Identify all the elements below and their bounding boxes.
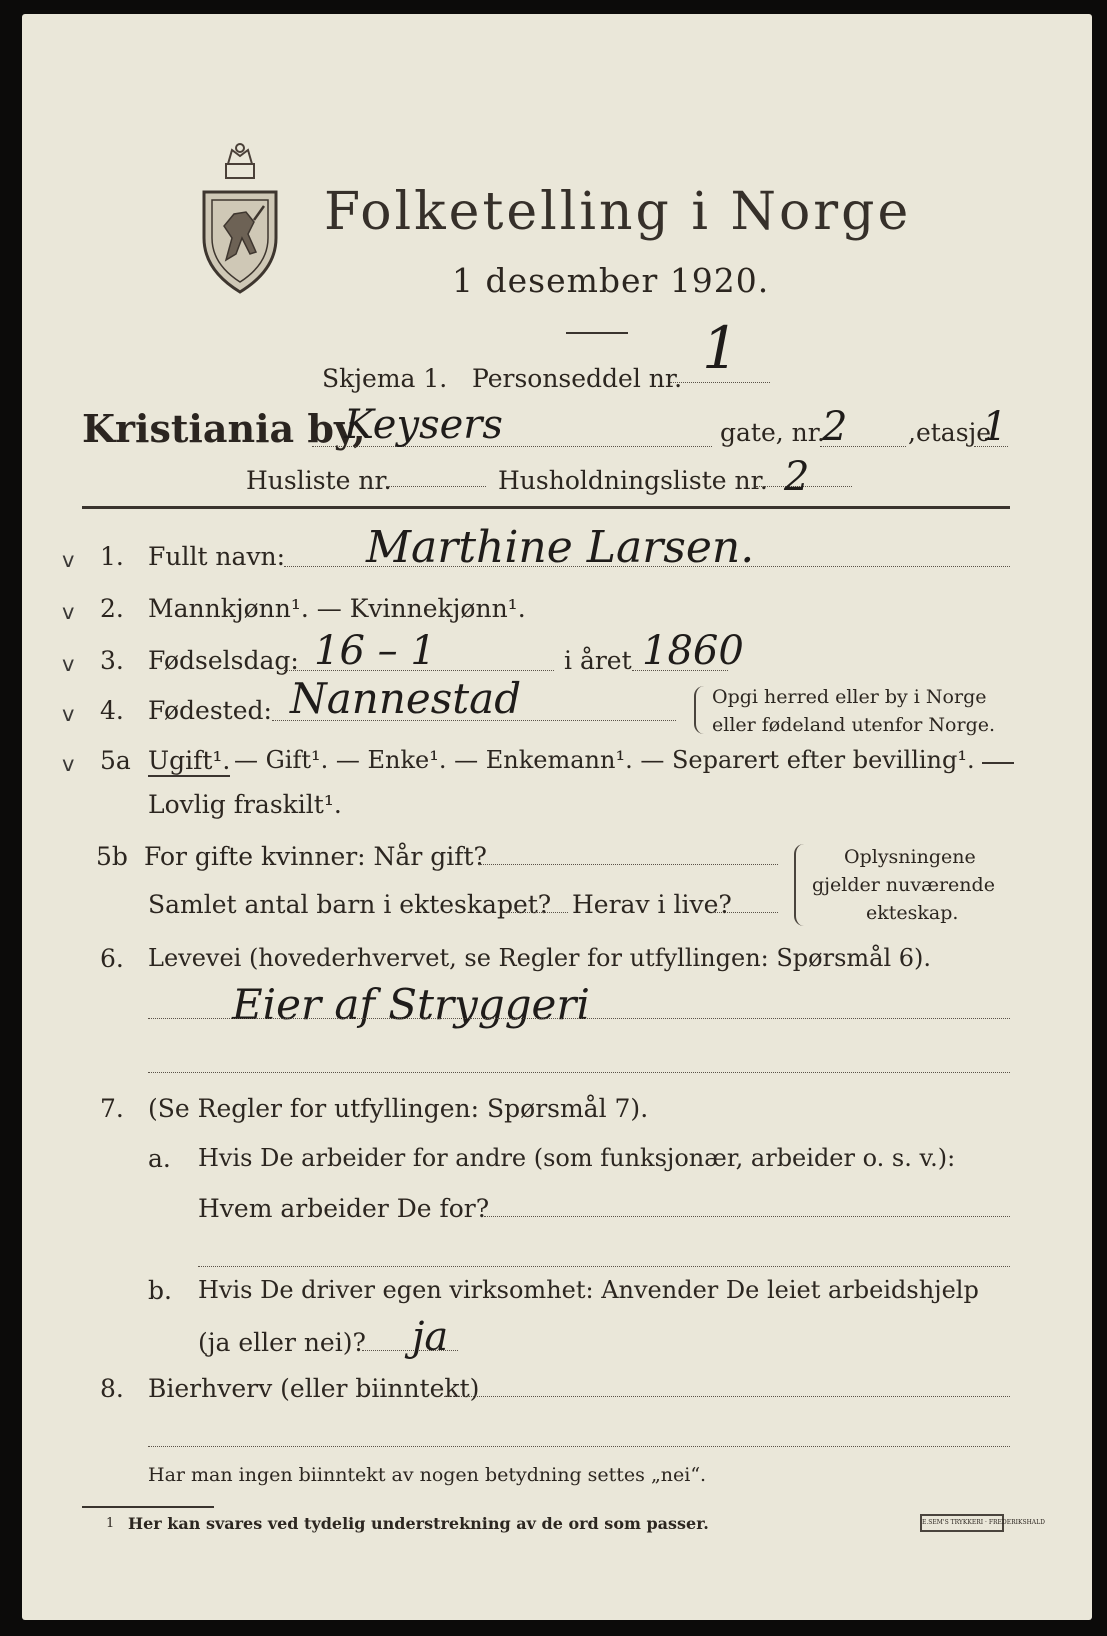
q5a-line2: Lovlig fraskilt¹. (148, 790, 342, 819)
q6-line1 (148, 1018, 1010, 1019)
q2-label: Mannkjønn¹. — Kvinnekjønn¹. (148, 594, 526, 623)
q4-value: Nannestad (290, 674, 522, 723)
q5a-dash-mark (982, 762, 1014, 764)
q7b-text: Hvis De driver egen virksomhet: Anvender De leiet arbeidshjelp (198, 1276, 979, 1304)
q6-label: Levevei (hovederhvervet, se Regler for utfyllingen: Spørsmål 6). (148, 944, 932, 972)
q5b-label: For gifte kvinner: Når gift? (144, 842, 487, 871)
q5b-note-brace (794, 844, 804, 926)
q7a-text2: Hvem arbeider De for? (198, 1194, 490, 1223)
q8-line2 (148, 1446, 1010, 1447)
title-divider (566, 332, 628, 334)
q7-number: 7. (100, 1094, 124, 1123)
q4-note-brace (694, 686, 704, 734)
check-mark-q1: v (62, 548, 75, 572)
footnote-rule (82, 1506, 214, 1508)
q6-value: Eier af Stryggeri (232, 980, 590, 1029)
q5a-option-ugift-underlined: Ugift¹. (148, 746, 231, 775)
q5b-living-line (712, 912, 778, 913)
q7a-letter: a. (148, 1144, 171, 1173)
street-value: Keysers (344, 402, 503, 448)
q7a-line1 (484, 1216, 1010, 1217)
q6-line2 (148, 1072, 1010, 1073)
q8-label: Bierhverv (eller biinntekt) (148, 1374, 480, 1403)
footnote-number: 1 (106, 1516, 115, 1531)
q1-number: 1. (100, 542, 124, 571)
husholdning-value: 2 (784, 454, 810, 500)
q5a-number: 5a (100, 746, 131, 775)
q5b-note-line3: ekteskap. (866, 902, 959, 924)
q5b-children-line (502, 912, 568, 913)
q3-value: 16 – 1 (314, 628, 436, 674)
q8-number: 8. (100, 1374, 124, 1403)
q7a-line2 (198, 1266, 1010, 1267)
q5b-married-line (478, 864, 778, 865)
q4-note-line1: Opgi herred eller by i Norge (712, 686, 987, 708)
q2-number: 2. (100, 594, 124, 623)
q3-year-label: i året (564, 646, 632, 675)
city-label: Kristiania by, (82, 406, 366, 451)
census-form (22, 14, 1092, 1620)
q3-label: Fødselsdag: (148, 646, 299, 675)
form-title: Folketelling i Norge (324, 182, 912, 242)
q8-line1 (444, 1396, 1010, 1397)
q1-label: Fullt navn: (148, 542, 286, 571)
check-mark-q5a: v (62, 752, 75, 776)
q1-value: Marthine Larsen. (366, 522, 755, 573)
q4-label: Fødested: (148, 696, 272, 725)
q7b-letter: b. (148, 1276, 172, 1305)
census-date: 1 desember 1920. (452, 261, 770, 300)
q7b-value: ja (412, 1314, 449, 1360)
header-separator (82, 506, 1010, 509)
q7b-text2: (ja eller nei)? (198, 1328, 366, 1357)
husliste-line (386, 486, 486, 487)
personseddel-value: 1 (702, 314, 739, 382)
personseddel-label: Personseddel nr. (472, 364, 683, 393)
q3-year-value: 1860 (642, 628, 744, 674)
check-mark-q4: v (62, 702, 75, 726)
etasje-value: 1 (982, 404, 1008, 450)
q5b-living-label: Herav i live? (572, 890, 732, 919)
coat-of-arms-emblem (198, 142, 282, 300)
husholdning-label: Husholdningsliste nr. (498, 466, 768, 495)
q4-number: 4. (100, 696, 124, 725)
q5b-number: 5b (96, 842, 128, 871)
etasje-label: ,etasje (908, 418, 992, 447)
printer-stamp: E.SEM'S TRYKKERI · FREDERIKSHALD (920, 1514, 1004, 1532)
husliste-label: Husliste nr. (246, 466, 392, 495)
check-mark-q3: v (62, 652, 75, 676)
q3-number: 3. (100, 646, 124, 675)
q7-label: (Se Regler for utfyllingen: Spørsmål 7). (148, 1094, 649, 1123)
q5a-options: — Gift¹. — Enke¹. — Enkemann¹. — Separert efter bevilling¹. (234, 746, 975, 774)
gate-nr-value: 2 (822, 404, 848, 450)
q5b-children-label: Samlet antal barn i ekteskapet? (148, 890, 552, 919)
biinntekt-note: Har man ingen biinntekt av nogen betydning settes „nei“. (148, 1464, 707, 1486)
gate-label: gate, nr. (720, 418, 825, 447)
q7a-text: Hvis De arbeider for andre (som funksjonær, arbeider o. s. v.): (198, 1144, 956, 1172)
footnote-text: Her kan svares ved tydelig understrekning av de ord som passer. (128, 1514, 709, 1533)
q6-number: 6. (100, 944, 124, 973)
skjema-label: Skjema 1. (322, 364, 448, 393)
q5b-note-line2: gjelder nuværende (812, 874, 995, 896)
personseddel-line (670, 382, 770, 383)
q4-note-line2: eller fødeland utenfor Norge. (712, 714, 996, 736)
check-mark-q2: v (62, 600, 75, 624)
q5b-note-line1: Oplysningene (844, 846, 976, 868)
